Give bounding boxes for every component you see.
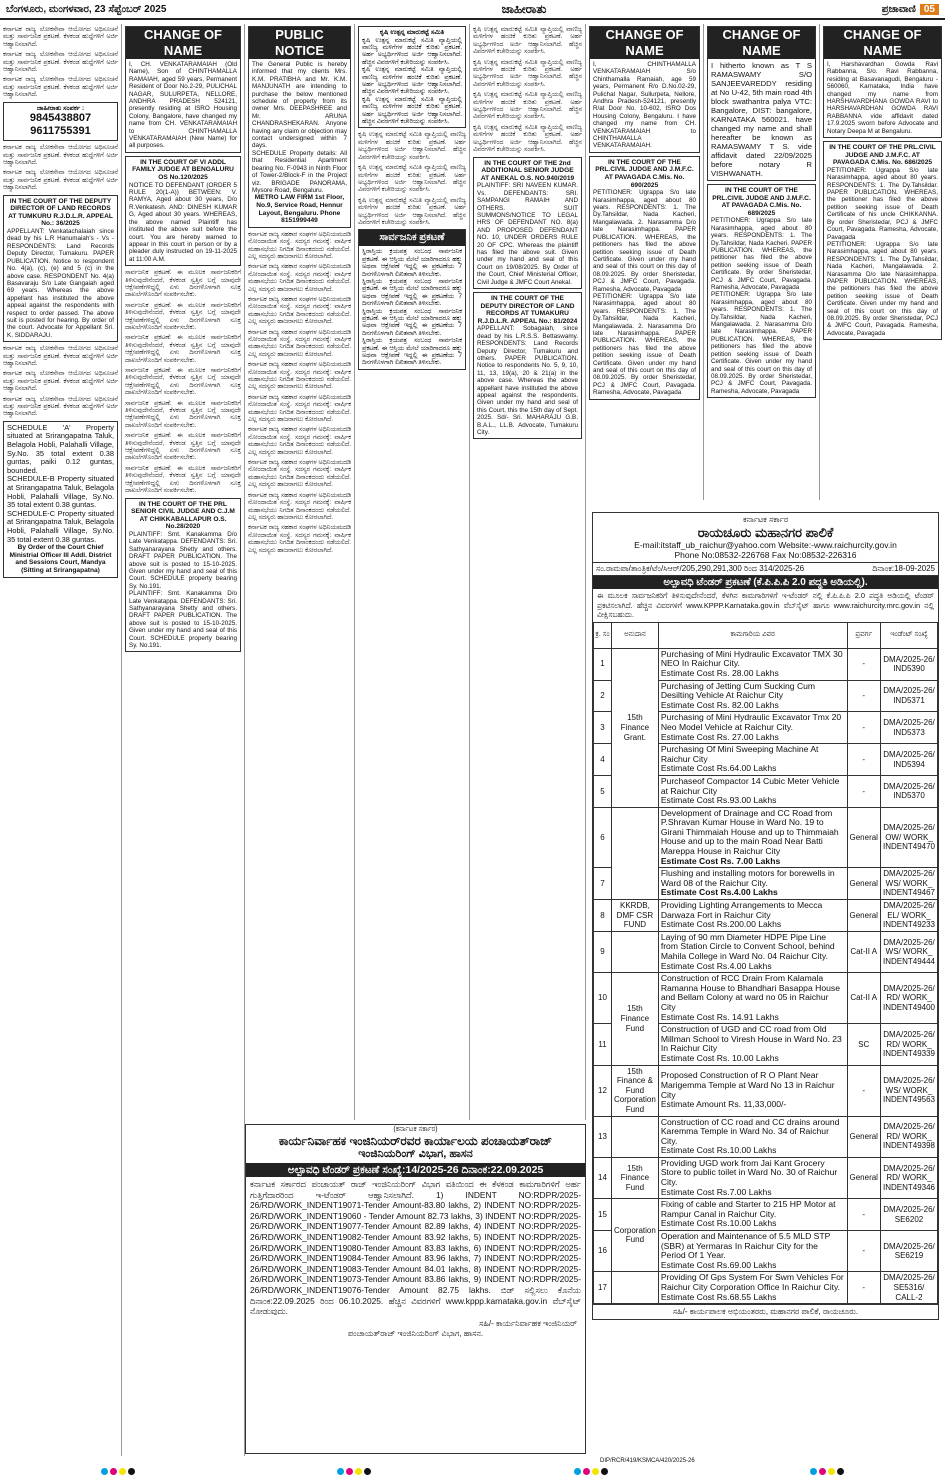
- indent-number: DMA/2025-26/ IND5370: [880, 775, 937, 807]
- row-number: 10: [594, 973, 612, 1024]
- fund-source: 15th Finance & Fund Corporation Fund: [612, 1065, 659, 1116]
- fund-source: 15th Finance Fund: [612, 973, 659, 1065]
- indent-number: DMA/2025-26/ OW/ WORK_ INDENT49470: [880, 807, 937, 868]
- fund-source: 15th Finance Grant.: [612, 648, 659, 807]
- column-4: [355, 24, 470, 1120]
- date-line: ಬೆಂಗಳೂರು, ಮಂಗಳವಾರ, 23 ಸೆಪ್ಟೆಂಬರ್ 2025: [6, 3, 167, 15]
- work-description: [658, 680, 847, 712]
- indent-number: DMA/2025-26/ WS/ WORK_ INDENT49444: [880, 931, 937, 972]
- category: -: [847, 648, 880, 680]
- fund-source: 15th Finance Fund: [612, 1157, 659, 1198]
- law-firm-sign: METRO LAW FIRM 1st Floor, No.9, Service Road, Hennur Layout, Bengaluru. Phone 8151999449: [254, 194, 345, 225]
- court-heading: IN THE COURT OF THE DEPUTY DIRECTOR OF LAND RECORDS AT TUMAKURU R.J.D.L.R. APPEAL No.: 81/2024: [477, 294, 578, 325]
- category: General: [847, 900, 880, 932]
- category: General: [847, 807, 880, 868]
- estimate-cost: Estimate Cost Rs.7.00 Lakhs: [660, 1186, 772, 1197]
- fund-source: [612, 1116, 659, 1157]
- phone-1: 9845438807: [29, 112, 92, 125]
- tumakuru-ddlr-notice: [473, 292, 582, 439]
- court-body: PLAINTIFF: Smt. Kanakamma D/o Late Venkatappa. DEFENDANTS: Sri. Sathyanarayana Shetty and others. DRAFT PAPER PUBLICATION. The above suit is posted to 15-10-2025. Given under my hand and seal of this Court. SCHEDULE property bearing Sy. No.191.: [129, 530, 237, 590]
- category: -: [847, 1231, 880, 1272]
- registration-dots-2: [337, 1468, 371, 1475]
- family-court-notice: [125, 156, 241, 266]
- hassan-prd-tender: [245, 1124, 586, 1454]
- work-description: [658, 712, 847, 744]
- work-description: [658, 1231, 847, 1272]
- court-body: APPELLANT: Venkatachalaiah since dead by his L.R Hanumaiah's - Vs - RESPONDENTS: Land Records Deputy Director, Tumakuru. PAPER PUBLICATION. Notice to respondent No. 4(a), (c), (e) and 5 (c) in the above case. RESPONDENT No. 4(a) Basavaraju S/o Late Gangaiah aged 69 years. Whereas the above appellant has instituted the above appeal against the respondents with respect to order passed. The above suit is posted for hearing. By order of the court. Advocate for Appellant Sri. K. SIDDARAJU.: [7, 228, 114, 339]
- work-name: Flushing and installing motors for borewells in Ward 08 of the Raichur City.: [660, 868, 835, 888]
- row-number: 13: [594, 1116, 612, 1157]
- public-notice-kannada-banner: ಸಾರ್ವಜನಿಕ ಪ್ರಕಟಣೆ: [359, 230, 465, 246]
- col-header-fund: ಅನುದಾನ: [612, 622, 659, 648]
- office-name: ರಾಯಚೂರು ಮಹಾನಗರ ಪಾಲಿಕೆ: [697, 525, 834, 540]
- work-description: [658, 744, 847, 776]
- indent-number: DMA/2025-26/ RD/ WORK_ INDENT49346: [880, 1157, 937, 1198]
- column-7: [704, 24, 820, 500]
- row-number: 16: [594, 1231, 612, 1272]
- change-of-name-banner: CHANGE OF NAME: [824, 27, 941, 59]
- tender-description: ಈ ಮೂಲಕ ಸಾರ್ವಜನಿಕರಿಗೆ ತಿಳಿಸುವುದೇನೆಂದರೆ, ಕೆಳಗಿನ ಕಾಮಗಾರಿಗಳಿಗೆ ಇ-ಟೆಂಡರ್ ನಲ್ಲಿ ಕೆ.ಪಿ.ಪಿ.ಪಿ 2.0 ಪದ್ಧತಿ ಅಡಿಯಲ್ಲಿ ಟೆಂಡರ್ ಪ್ರಕಟಿಸಲಾಗಿದೆ. ಹೆಚ್ಚಿನ ವಿವರಗಳಿಗೆ www.KPPP.Karnataka.gov.in ವೆಬ್‌ಸೈಟ್ ಹಾಗೂ www.raichurcity.mrc.gov.in ನಲ್ಲಿ ವೀಕ್ಷಿಸಬಹುದು.: [597, 591, 934, 620]
- indent-number: DMA/2025-26/ IND5390: [880, 648, 937, 680]
- pavagada-court-notice-3: IN THE COURT OF THE PRL.CIVIL JUDGE AND J.M.F.C. AT PAVAGADA C.Mis. No. 686/2025 PETITIONER: Ugrappa S/o late Narasimhappa, aged about 80 years. RESPONDENTS: 1. The Dy.Tahsildar. PAPER PUBLICATION. WHEREAS, the petitioner has filed the above petition seeking issue of Death Certificate of his uncle CHIKKANNA. By order Sheristedar, PCJ & JMFC Court, Pavagada. Ramesha, Advocate, Pavagada PETITIONER: Ugrappa S/o late Narasimhappa, aged about 80 years. RESPONDENTS: 1. The Dy.Tahsildar, Nada Kacheri, Mangalawada. 2. Narasamma D/o late Narasimhappa. PAPER PUBLICATION. WHEREAS, the petitioners has filed the above petition seeking issue of Death Certificate. Given under my hand and seal of this court on this day of 08.09.2025. By order Sheristedar, PCJ & JMFC Court, Pavagada. Ramesha, Advocate, Pavagada: [823, 141, 942, 340]
- phone-2: 9611755391: [30, 125, 91, 138]
- page-header: [0, 0, 945, 20]
- work-name: Construction of RCC Drain From Kalamala Ramanna House to Bhandhari Basappa House and Bellam Colony at ward no 05 in Raichur City: [660, 973, 840, 1012]
- office-name: ಕಾರ್ಯನಿರ್ವಾಹಕ ಇಂಜಿನಿಯರ್‌ರವರ ಕಾರ್ಯಾಲಯ ಪಂಚಾಯತ್‌ರಾಜ್: [278, 1134, 553, 1148]
- court-heading: IN THE COURT OF VI ADDL FAMILY JUDGE AT BENGALURU OS No.120/2025: [132, 158, 234, 182]
- table-row: [594, 1272, 938, 1304]
- work-description: [658, 868, 847, 900]
- table-row: [594, 973, 938, 1024]
- court-heading: IN THE COURT OF THE PRL.CIVIL JUDGE AND J.M.F.C. AT PAVAGADA C.Mis. No. 690/2025: [595, 158, 694, 189]
- row-number: 7: [594, 868, 612, 900]
- work-name: Purchasing of Mini Hydraulic Excavator TMX 30 NEO In Raichur City.: [660, 648, 843, 669]
- row-number: 17: [594, 1272, 612, 1304]
- chikkaballapur-court-notice: IN THE COURT OF THE PRL SENIOR CIVIL JUDGE AND C.J.M AT CHIKKABALLAPUR O.S. No.28/2020 PLAINTIFF: Smt. Kanakamma D/o Late Venkatappa. DEFENDANTS: Sri. Sathyanarayana Shetty and others. DRAFT PAPER PUBLICATION. The above suit is posted to 15-10-2025. Given under my hand and seal of this Court. SCHEDULE property bearing Sy. No.191. PLAINTIFF: Smt. Kanakamma D/o Late Venkatappa. DEFENDANTS: Sri. Sathyanarayana Shetty and others. DRAFT PAPER PUBLICATION. The above suit is posted to 15-10-2025. Given under my hand and seal of this Court. SCHEDULE property bearing Sy. No.191.: [125, 498, 241, 653]
- raichur-tender-notice: [592, 512, 939, 1320]
- section-title: ಜಾಹೀರಾತು: [501, 1, 547, 16]
- category: -: [847, 775, 880, 807]
- work-description: [658, 1065, 847, 1116]
- estimate-cost: Estimate Cost Rs. 28.00 Lakhs: [660, 667, 779, 678]
- court-heading: IN THE COURT OF THE DEPUTY DIRECTOR OF LAND RECORDS AT TUMKURU R.J.D.L.R. APPEAL No.: 36/2025: [8, 197, 113, 228]
- signature: ಸಹಿ/- ಕಾರ್ಯನಿರ್ವಾಹಕ ಇಂಜಿನಿಯರ್: [479, 1318, 577, 1328]
- work-description: [658, 973, 847, 1024]
- court-body: PLAINTIFF: SRI NAVEEN KUMAR. Vs. DEFENDANTS: SRI. SAMPANGI RAMAIH AND OTHERS. SUIT SUMMONS/NOTICE TO LEGAL HRS OF DEFENDANT NO. 8(a) AND PROPOSED DEFENDANT NO. 10, UNDER ORDERS RULE 20 OF CPC. Whereas the plaintiff has filed the above suit. Given under my hand and seal of this Court on 19/08/2025. By Order of the Court, Chief Ministerial Officer, Civil Judge & JMFC Court Anekal.: [477, 182, 578, 286]
- schedule-box: [3, 421, 118, 578]
- court-heading: IN THE COURT OF THE PRL.CIVIL JUDGE AND J.M.F.C. AT PAVAGADA C.Mis. No. 686/2025: [829, 144, 936, 167]
- tender-ref: [593, 562, 938, 576]
- change-of-name-4: CHANGE OF NAME I, Harshavardhan Gowda Ravi Rabbanna, S/o. Ravi Rabbanna, residing at Basavanagudi, Bengaluru - 560060, Karnataka, India have changed my name from HARSHAVARDHANA GOWDA RAVI to HARSHAVARDHAN GOWDA RAVI RABBANNA vide affidavit dated 17.9.2025 sworn before Advocate and Notary Deepa M at Bengaluru.: [823, 26, 942, 138]
- estimate-cost: Estimate Cost Rs.68.55 Lakhs: [660, 1291, 777, 1302]
- work-description: [658, 807, 847, 868]
- category: SC: [847, 1024, 880, 1065]
- apmc-notice: ಕೃಷಿ ಉತ್ಪನ್ನ ಮಾರುಕಟ್ಟೆ ಸಮಿತಿ ಕೃಷಿ ಉತ್ಪನ್ನ ಮಾರುಕಟ್ಟೆ ಸಮಿತಿ ವ್ಯಾಪ್ತಿಯಲ್ಲಿ ವಾಣಿಜ್ಯ ಮಳಿಗೆಗಳ ಹಂಚಿಕೆ ಕುರಿತು ಪ್ರಕಟಣೆ. ಅರ್ಹ ಅಭ್ಯರ್ಥಿಗಳಿಂದ ಅರ್ಜಿ ಆಹ್ವಾನಿಸಲಾಗಿದೆ. ಹೆಚ್ಚಿನ ವಿವರಗಳಿಗೆ ಕಚೇರಿಯನ್ನು ಸಂಪರ್ಕಿಸಿ. ಕೃಷಿ ಉತ್ಪನ್ನ ಮಾರುಕಟ್ಟೆ ಸಮಿತಿ ವ್ಯಾಪ್ತಿಯಲ್ಲಿ ವಾಣಿಜ್ಯ ಮಳಿಗೆಗಳ ಹಂಚಿಕೆ ಕುರಿತು ಪ್ರಕಟಣೆ. ಅರ್ಹ ಅಭ್ಯರ್ಥಿಗಳಿಂದ ಅರ್ಜಿ ಆಹ್ವಾನಿಸಲಾಗಿದೆ. ಹೆಚ್ಚಿನ ವಿವರಗಳಿಗೆ ಕಚೇರಿಯನ್ನು ಸಂಪರ್ಕಿಸಿ. ಕೃಷಿ ಉತ್ಪನ್ನ ಮಾರುಕಟ್ಟೆ ಸಮಿತಿ ವ್ಯಾಪ್ತಿಯಲ್ಲಿ ವಾಣಿಜ್ಯ ಮಳಿಗೆಗಳ ಹಂಚಿಕೆ ಕುರಿತು ಪ್ರಕಟಣೆ. ಅರ್ಹ ಅಭ್ಯರ್ಥಿಗಳಿಂದ ಅರ್ಜಿ ಆಹ್ವಾನಿಸಲಾಗಿದೆ. ಹೆಚ್ಚಿನ ವಿವರಗಳಿಗೆ ಕಚೇರಿಯನ್ನು ಸಂಪರ್ಕಿಸಿ.: [358, 26, 466, 128]
- indent-number: DMA/2025-26/ IND5371: [880, 680, 937, 712]
- fund-source: KKRDB, DMF CSR FUND: [612, 900, 659, 932]
- row-number: 5: [594, 775, 612, 807]
- column-6: [586, 24, 704, 500]
- row-number: 9: [594, 931, 612, 972]
- work-name: Purchasing Of Mini Sweeping Machine At Raichur City: [660, 744, 819, 764]
- row-number: 14: [594, 1157, 612, 1198]
- public-notice-banner: PUBLIC NOTICE: [249, 27, 350, 59]
- court-notice-ddlr: [3, 195, 118, 342]
- tender-body: ಕರ್ನಾಟಕ ಸರ್ಕಾರದ ಪಂಚಾಯತ್ ರಾಜ್ ಇಂಜಿನಿಯರಿಂಗ್ ವಿಭಾಗ ವತಿಯಿಂದ ಈ ಕೆಳಕಂಡ ಕಾಮಗಾರಿಗಳಿಗೆ ಅರ್ಹ ಗುತ್ತಿಗೆದಾರರಿಂದ ಇ-ಟೆಂಡರ್ ಆಹ್ವಾನಿಸಲಾಗಿದೆ. 1) INDENT NO:RDPR/2025-26/RD/WORK_INDENT19071-Tender Amount-83.80 lakhs, 2) INDENT NO:RDPR/2025-26/RD/WORK_INDENT19060 - Tender Amount 82.73 lakhs, 3) INDENT NO:RDPR/2025-26/RD/WORK_INDENT19077-Tender Amount 82.89 lakhs, 4) INDENT NO:RDPR/2025-26/RD/WORK_INDENT19082-Tender Amount 83.92 lakhs, 5) INDENT NO:RDPR/2025-26/RD/WORK_INDENT19080-Tender Amount 83.83 lakhs, 6) INDENT NO:RDPR/2025-26/RD/WORK_INDENT19084-Tender Amount 83.96 lakhs, 7) INDENT NO:RDPR/2025-26/RD/WORK_INDENT19083-Tender Amount 84.01 lakhs, 8) INDENT NO:RDPR/2025-26/RD/WORK_INDENT19073-Tender Amount 83.86 lakhs, 9) INDENT NO:RDPR/2025-26/RD/WORK_INDENT19076-Tender Amount 82.75 lakhs. ಬಿಡ್ ಸಲ್ಲಿಸಲು ಕೊನೆಯ ದಿನಾಂಕ:22.09.2025 ರಿಂದ 06.10.2025. ಹೆಚ್ಚಿನ ವಿವರಗಳಿಗೆ www.kppp.karnataka.gov.in ವೆಬ್‌ಸೈಟ್ ನೋಡುವುದು.: [250, 1179, 581, 1317]
- row-number: 6: [594, 807, 612, 868]
- estimate-cost: Estimate Cost Rs. 7.00 Lakhs: [660, 855, 781, 866]
- fund-source: [612, 931, 659, 972]
- work-name: Purchasing of Mini Hydraulic Excavator Tmx 20 Neo Model Vehicle at Raichur City.: [660, 712, 842, 732]
- category: Cat-II A: [847, 931, 880, 972]
- col-header-indent: ಇಂಡೆಂಟ್ ಸಂಖ್ಯೆ: [880, 622, 937, 648]
- schedule-b: SCHEDULE-B Property situated at Srirangapatna Taluk, Belagola Hobli, Palahalli Village, Sy.No. 35 total extent 0.38 guntas.: [7, 474, 114, 510]
- court-heading: IN THE COURT OF THE PRL SENIOR CIVIL JUDGE AND C.J.M AT CHIKKABALLAPUR O.S. No.28/2020: [131, 500, 235, 531]
- category: General: [847, 1116, 880, 1157]
- ref-number: ಸಂ.ರಾಮಪಾ/ತಾಂತ್ರಿಕ/ಟೆಂ/ಸಿಆರ್/205,290,291,300 ರಿಂದ 314/2025-26: [596, 564, 805, 573]
- indent-number: DMA/2025-26/ EL/ WORK_ INDENT49233: [880, 900, 937, 932]
- work-name: Construction of CC road and CC drains around Karemma Temple in Ward No. 34 of Raichur City.: [660, 1116, 840, 1146]
- table-row: [594, 1116, 938, 1157]
- work-name: Providing UGD work from Jai Kant Grocery Store to public toilet in Ward No. 30 of Raichur City.: [660, 1157, 838, 1188]
- col-header-category: ಪ್ರವರ್ಗ: [847, 622, 880, 648]
- category: General: [847, 868, 880, 900]
- contact-email: E-mail:itstaff_ub_raichur@yahoo.com Website:-www.raichurcity.gov.in: [634, 540, 897, 550]
- category: -: [847, 1065, 880, 1116]
- work-description: [658, 775, 847, 807]
- table-row: [594, 648, 938, 680]
- public-notice-body: The General Public is hereby informed that my clients Mrs. K.M. PRATIBHA and Mr. K.M. MANJUNATH are intending to purchase the below mentioned schedule of property from its owner Mrs. DEEPASHREE and Mr. ARUNA CHANDRASHEKARAN. Anyone having any claim or objection may contact undersigned within 7 days.: [252, 61, 347, 150]
- work-description: [658, 931, 847, 972]
- change-of-name-banner: CHANGE OF NAME: [126, 27, 240, 59]
- kannada-filler: ಕರ್ನಾಟಕ ರಾಜ್ಯ ಸಹಕಾರ ಸಂಘಗಳ ಅಧಿನಿಯಮದಡಿ ನೋಂದಾಯಿತ ಸಂಸ್ಥೆ. ಸದಸ್ಯರ ಗಮನಕ್ಕೆ: ವಾರ್ಷಿಕ ಮಹಾಸಭೆಯು ನಿಗದಿತ ದಿನಾಂಕದಂದು ನಡೆಯಲಿದೆ. ಎಲ್ಲ ಸದಸ್ಯರು ಹಾಜರಾಗಲು ಕೋರಲಾಗಿದೆ. ಕರ್ನಾಟಕ ರಾಜ್ಯ ಸಹಕಾರ ಸಂಘಗಳ ಅಧಿನಿಯಮದಡಿ ನೋಂದಾಯಿತ ಸಂಸ್ಥೆ. ಸದಸ್ಯರ ಗಮನಕ್ಕೆ: ವಾರ್ಷಿಕ ಮಹಾಸಭೆಯು ನಿಗದಿತ ದಿನಾಂಕದಂದು ನಡೆಯಲಿದೆ. ಎಲ್ಲ ಸದಸ್ಯರು ಹಾಜರಾಗಲು ಕೋರಲಾಗಿದೆ. ಕರ್ನಾಟಕ ರಾಜ್ಯ ಸಹಕಾರ ಸಂಘಗಳ ಅಧಿನಿಯಮದಡಿ ನೋಂದಾಯಿತ ಸಂಸ್ಥೆ. ಸದಸ್ಯರ ಗಮನಕ್ಕೆ: ವಾರ್ಷಿಕ ಮಹಾಸಭೆಯು ನಿಗದಿತ ದಿನಾಂಕದಂದು ನಡೆಯಲಿದೆ. ಎಲ್ಲ ಸದಸ್ಯರು ಹಾಜರಾಗಲು ಕೋರಲಾಗಿದೆ. ಕರ್ನಾಟಕ ರಾಜ್ಯ ಸಹಕಾರ ಸಂಘಗಳ ಅಧಿನಿಯಮದಡಿ ನೋಂದಾಯಿತ ಸಂಸ್ಥೆ. ಸದಸ್ಯರ ಗಮನಕ್ಕೆ: ವಾರ್ಷಿಕ ಮಹಾಸಭೆಯು ನಿಗದಿತ ದಿನಾಂಕದಂದು ನಡೆಯಲಿದೆ. ಎಲ್ಲ ಸದಸ್ಯರು ಹಾಜರಾಗಲು ಕೋರಲಾಗಿದೆ. ಕರ್ನಾಟಕ ರಾಜ್ಯ ಸಹಕಾರ ಸಂಘಗಳ ಅಧಿನಿಯಮದಡಿ ನೋಂದಾಯಿತ ಸಂಸ್ಥೆ. ಸದಸ್ಯರ ಗಮನಕ್ಕೆ: ವಾರ್ಷಿಕ ಮಹಾಸಭೆಯು ನಿಗದಿತ ದಿನಾಂಕದಂದು ನಡೆಯಲಿದೆ. ಎಲ್ಲ ಸದಸ್ಯರು ಹಾಜರಾಗಲು ಕೋರಲಾಗಿದೆ. ಕರ್ನಾಟಕ ರಾಜ್ಯ ಸಹಕಾರ ಸಂಘಗಳ ಅಧಿನಿಯಮದಡಿ ನೋಂದಾಯಿತ ಸಂಸ್ಥೆ. ಸದಸ್ಯರ ಗಮನಕ್ಕೆ: ವಾರ್ಷಿಕ ಮಹಾಸಭೆಯು ನಿಗದಿತ ದಿನಾಂಕದಂದು ನಡೆಯಲಿದೆ. ಎಲ್ಲ ಸದಸ್ಯರು ಹಾಜರಾಗಲು ಕೋರಲಾಗಿದೆ. ಕರ್ನಾಟಕ ರಾಜ್ಯ ಸಹಕಾರ ಸಂಘಗಳ ಅಧಿನಿಯಮದಡಿ ನೋಂದಾಯಿತ ಸಂಸ್ಥೆ. ಸದಸ್ಯರ ಗಮನಕ್ಕೆ: ವಾರ್ಷಿಕ ಮಹಾಸಭೆಯು ನಿಗದಿತ ದಿನಾಂಕದಂದು ನಡೆಯಲಿದೆ. ಎಲ್ಲ ಸದಸ್ಯರು ಹಾಜರಾಗಲು ಕೋರಲಾಗಿದೆ. ಕರ್ನಾಟಕ ರಾಜ್ಯ ಸಹಕಾರ ಸಂಘಗಳ ಅಧಿನಿಯಮದಡಿ ನೋಂದಾಯಿತ ಸಂಸ್ಥೆ. ಸದಸ್ಯರ ಗಮನಕ್ಕೆ: ವಾರ್ಷಿಕ ಮಹಾಸಭೆಯು ನಿಗದಿತ ದಿನಾಂಕದಂದು ನಡೆಯಲಿದೆ. ಎಲ್ಲ ಸದಸ್ಯರು ಹಾಜರಾಗಲು ಕೋರಲಾಗಿದೆ. ಕರ್ನಾಟಕ ರಾಜ್ಯ ಸಹಕಾರ ಸಂಘಗಳ ಅಧಿನಿಯಮದಡಿ ನೋಂದಾಯಿತ ಸಂಸ್ಥೆ. ಸದಸ್ಯರ ಗಮನಕ್ಕೆ: ವಾರ್ಷಿಕ ಮಹಾಸಭೆಯು ನಿಗದಿತ ದಿನಾಂಕದಂದು ನಡೆಯಲಿದೆ. ಎಲ್ಲ ಸದಸ್ಯರು ಹಾಜರಾಗಲು ಕೋರಲಾಗಿದೆ. ಕರ್ನಾಟಕ ರಾಜ್ಯ ಸಹಕಾರ ಸಂಘಗಳ ಅಧಿನಿಯಮದಡಿ ನೋಂದಾಯಿತ ಸಂಸ್ಥೆ. ಸದಸ್ಯರ ಗಮನಕ್ಕೆ: ವಾರ್ಷಿಕ ಮಹಾಸಭೆಯು ನಿಗದಿತ ದಿನಾಂಕದಂದು ನಡೆಯಲಿದೆ. ಎಲ್ಲ ಸದಸ್ಯರು ಹಾಜರಾಗಲು ಕೋರಲಾಗಿದೆ.: [248, 230, 351, 554]
- public-notice-schedule: SCHEDULE Property details: All that Residential Apartment bearing No. F-0943 in Ninth Floor of Tower-2/Block-F in the Project viz. BRIGADE PANORAMA, Mysore Road, Bengaluru.: [252, 149, 347, 194]
- indent-number: DMA/2025-26/ RD/ WORK_ INDENT49339: [880, 1024, 937, 1065]
- column-3: [245, 24, 355, 1120]
- table-row: [594, 1199, 938, 1231]
- table-row: [594, 807, 938, 868]
- work-description: [658, 1272, 847, 1304]
- division-name: ಇಂಜಿನಿಯರಿಂಗ್ ವಿಭಾಗ, ಹಾಸನ: [358, 1148, 473, 1160]
- ad-contact-box: [3, 102, 118, 142]
- indent-number: DMA/2025-26/ RD/ WORK_ INDENT49400: [880, 973, 937, 1024]
- estimate-cost: Estimate Cost Rs. 10.00 Lakhs: [660, 1052, 779, 1063]
- row-number: 11: [594, 1024, 612, 1065]
- court-heading: IN THE COURT OF THE PRL.CIVIL JUDGE AND J.M.F.C. AT PAVAGADA C.Mis. No. 689/2025: [712, 187, 811, 217]
- table-row: [594, 900, 938, 932]
- tender-title: ಅಲ್ಪಾವಧಿ ಟೆಂಡರ್ ಪ್ರಕಟಣೆ ಸಂಖ್ಯೆ:14/2025-26 ದಿನಾಂಕ:22.09.2025: [246, 1163, 585, 1177]
- court-heading: IN THE COURT OF THE 2nd ADDITIONAL SENIOR JUDGE AT ANEKAL O.S. NO.940/2019: [480, 159, 575, 182]
- work-name: Proposed Construction of R O Plant Near Marigemma Temple at Ward No 13 in Raichur City: [660, 1070, 835, 1100]
- work-name: Construction of UGD and CC road from Old Millman School to Viresh House in Ward No. 23 In Raichur City: [660, 1024, 842, 1054]
- ref-date: ದಿನಾಂಕ:18-09-2025: [872, 564, 935, 573]
- page-number: 05: [920, 4, 939, 15]
- indent-number: DMA/2025-26/ WS/ WORK_ INDENT49563: [880, 1065, 937, 1116]
- col-header-work: ಕಾಮಗಾರಿಯ ವಿವರ: [658, 622, 847, 648]
- tender-title: ಅಲ್ಪಾವಧಿ ಟೆಂಡರ್ ಪ್ರಕಟಣೆ (ಕೆ.ಪಿ.ಪಿ.ಪಿ 2.0 ಪದ್ಧತಿ ಅಡಿಯಲ್ಲಿ).: [593, 576, 938, 589]
- estimate-cost: Estimate Amount Rs. 11,33,000/-: [660, 1099, 787, 1110]
- category: -: [847, 1199, 880, 1231]
- kannada-filler: ಕೃಷಿ ಉತ್ಪನ್ನ ಮಾರುಕಟ್ಟೆ ಸಮಿತಿ ವ್ಯಾಪ್ತಿಯಲ್ಲಿ ವಾಣಿಜ್ಯ ಮಳಿಗೆಗಳ ಹಂಚಿಕೆ ಕುರಿತು ಪ್ರಕಟಣೆ. ಅರ್ಹ ಅಭ್ಯರ್ಥಿಗಳಿಂದ ಅರ್ಜಿ ಆಹ್ವಾನಿಸಲಾಗಿದೆ. ಹೆಚ್ಚಿನ ವಿವರಗಳಿಗೆ ಕಚೇರಿಯನ್ನು ಸಂಪರ್ಕಿಸಿ. ಕೃಷಿ ಉತ್ಪನ್ನ ಮಾರುಕಟ್ಟೆ ಸಮಿತಿ ವ್ಯಾಪ್ತಿಯಲ್ಲಿ ವಾಣಿಜ್ಯ ಮಳಿಗೆಗಳ ಹಂಚಿಕೆ ಕುರಿತು ಪ್ರಕಟಣೆ. ಅರ್ಹ ಅಭ್ಯರ್ಥಿಗಳಿಂದ ಅರ್ಜಿ ಆಹ್ವಾನಿಸಲಾಗಿದೆ. ಹೆಚ್ಚಿನ ವಿವರಗಳಿಗೆ ಕಚೇರಿಯನ್ನು ಸಂಪರ್ಕಿಸಿ. ಕೃಷಿ ಉತ್ಪನ್ನ ಮಾರುಕಟ್ಟೆ ಸಮಿತಿ ವ್ಯಾಪ್ತಿಯಲ್ಲಿ ವಾಣಿಜ್ಯ ಮಳಿಗೆಗಳ ಹಂಚಿಕೆ ಕುರಿತು ಪ್ರಕಟಣೆ. ಅರ್ಹ ಅಭ್ಯರ್ಥಿಗಳಿಂದ ಅರ್ಜಿ ಆಹ್ವಾನಿಸಲಾಗಿದೆ. ಹೆಚ್ಚಿನ ವಿವರಗಳಿಗೆ ಕಚೇರಿಯನ್ನು ಸಂಪರ್ಕಿಸಿ.: [358, 131, 466, 226]
- column-5: [470, 24, 586, 1120]
- indent-number: DMA/2025-26/ IND5373: [880, 712, 937, 744]
- category: -: [847, 680, 880, 712]
- court-body: APPELLANT: Sobagaiah, since dead by his L.R.S.S. Bettaswamy. RESPONDENTS: Land Records Deputy Director, Tumakuru and others. PAPER PUBLICATION. Notice to respondents No. 5, 9, 10, 11, 13, 19(a), 20 & 21(a) in the above case. Whereas the above appellant have instituted the above appeal against the respondents. Given under my hand and seal of this Court, this the 15th day of Sept. 2025. Sd/- Sri. MAHARAJU G.B. B.A.L., LL.B. Advocate, Tumakuru City.: [477, 325, 578, 437]
- column-8: [820, 24, 945, 500]
- table-row: [594, 1065, 938, 1116]
- estimate-cost: Estimate Cost Rs.4.00 Lakhs: [660, 887, 778, 898]
- table-row: [594, 931, 938, 972]
- work-name: Purchaseof Compactor 14 Cubic Meter Vehicle at Raichur City: [660, 775, 840, 796]
- work-description: [658, 1116, 847, 1157]
- indent-number: DMA/2025-26/ WS/ WORK_ INDENT49467: [880, 868, 937, 900]
- tender-header: [593, 513, 938, 562]
- estimate-cost: Estimate Cost Rs. 82.00 Lakhs: [660, 699, 779, 710]
- pavagada-court-notice-1: IN THE COURT OF THE PRL.CIVIL JUDGE AND J.M.F.C. AT PAVAGADA C.Mis. No. 690/2025 PETITIONER: Ugrappa S/o late Narasimhappa, aged about 80 years. RESPONDENTS: 1. The Dy.Tahsildar, Nada Kacheri, Mangalawada. 2. Narasamma D/o late Narasimhappa. PAPER PUBLICATION. WHEREAS, the petitioners has filed the above petition seeking issue of Death Certificate. Given under my hand and seal of this court on this day of 08.09.2025. By order Sheristedar, PCJ & JMFC Court, Pavagada. Ramesha, Advocate, Pavagada PETITIONER: Ugrappa S/o late Narasimhappa, aged about 80 years. RESPONDENTS: 1. The Dy.Tahsildar, Nada Kacheri, Mangalawada. 2. Narasamma D/o late Narasimhappa. PAPER PUBLICATION. WHEREAS, the petitioners has filed the above petition seeking issue of Death Certificate. Given under my hand and seal of this court on this day of 08.09.2025. By order Sheristedar, PCJ & JMFC Court, Pavagada. Ramesha, Advocate, Pavagada: [589, 156, 700, 400]
- category: -: [847, 712, 880, 744]
- change-of-name-1: [125, 26, 241, 153]
- estimate-cost: Estimate Cost Rs.10.00 Lakhs: [660, 1218, 777, 1229]
- col-header-no: ಕ್ರ. ಸಂ: [594, 622, 612, 648]
- work-description: [658, 648, 847, 680]
- row-number: 3: [594, 712, 612, 744]
- office-address: ಪಂಚಾಯತ್‌ರಾಜ್ ಇಂಜಿನಿಯರಿಂಗ್ ವಿಭಾಗ, ಹಾಸನ.: [347, 1328, 484, 1338]
- column-2: [122, 24, 245, 1456]
- registration-dots-1: [101, 1468, 135, 1475]
- print-registration-strip: [0, 1462, 945, 1480]
- work-name: Development of Drainage and CC Road from P.Shravan Kumar House in Ward No. 19 to Girani Thimmaiah House and up to Thimmaiah House and up to the main Road Near Batti Mareppa House in Raichur City: [660, 807, 839, 857]
- kannada-filler: ಕರ್ನಾಟಕ ರಾಜ್ಯ ಲೋಕಸೇವಾ ಆಯೋಗದ ಅಧಿಸೂಚನೆ ಮತ್ತು ಸಾರ್ವಜನಿಕ ಪ್ರಕಟಣೆ. ಕೆಳಕಂಡ ಹುದ್ದೆಗಳಿಗೆ ಅರ್ಜಿ ಆಹ್ವಾನಿಸಲಾಗಿದೆ. ಕರ್ನಾಟಕ ರಾಜ್ಯ ಲೋಕಸೇವಾ ಆಯೋಗದ ಅಧಿಸೂಚನೆ ಮತ್ತು ಸಾರ್ವಜನಿಕ ಪ್ರಕಟಣೆ. ಕೆಳಕಂಡ ಹುದ್ದೆಗಳಿಗೆ ಅರ್ಜಿ ಆಹ್ವಾನಿಸಲಾಗಿದೆ.: [3, 144, 118, 192]
- table-header-row: [594, 622, 938, 648]
- work-name: Operation and Maintenance of 5.5 MLD STP (SBR) at Yermaras In Raichur City for the Period Of 1 Year.: [660, 1231, 831, 1261]
- estimate-cost: Estimate Cost Rs.10.00 Lakhs: [660, 1145, 777, 1156]
- category: -: [847, 1272, 880, 1304]
- category: General: [847, 1157, 880, 1198]
- kannada-filler: ಸಾರ್ವಜನಿಕ ಪ್ರಕಟಣೆ: ಈ ಮೂಲಕ ಸಾರ್ವಜನಿಕರಿಗೆ ತಿಳಿಸುವುದೇನೆಂದರೆ, ಕೆಳಕಂಡ ಸ್ವತ್ತಿನ ಬಗ್ಗೆ ಯಾವುದೇ ಆಕ್ಷೇಪಣೆಗಳಿದ್ದಲ್ಲಿ ಏಳು ದಿನಗಳೊಳಗಾಗಿ ಸೂಕ್ತ ದಾಖಲೆಗಳೊಂದಿಗೆ ಸಂಪರ್ಕಿಸಬೇಕು. ಸಾರ್ವಜನಿಕ ಪ್ರಕಟಣೆ: ಈ ಮೂಲಕ ಸಾರ್ವಜನಿಕರಿಗೆ ತಿಳಿಸುವುದೇನೆಂದರೆ, ಕೆಳಕಂಡ ಸ್ವತ್ತಿನ ಬಗ್ಗೆ ಯಾವುದೇ ಆಕ್ಷೇಪಣೆಗಳಿದ್ದಲ್ಲಿ ಏಳು ದಿನಗಳೊಳಗಾಗಿ ಸೂಕ್ತ ದಾಖಲೆಗಳೊಂದಿಗೆ ಸಂಪರ್ಕಿಸಬೇಕು. ಸಾರ್ವಜನಿಕ ಪ್ರಕಟಣೆ: ಈ ಮೂಲಕ ಸಾರ್ವಜನಿಕರಿಗೆ ತಿಳಿಸುವುದೇನೆಂದರೆ, ಕೆಳಕಂಡ ಸ್ವತ್ತಿನ ಬಗ್ಗೆ ಯಾವುದೇ ಆಕ್ಷೇಪಣೆಗಳಿದ್ದಲ್ಲಿ ಏಳು ದಿನಗಳೊಳಗಾಗಿ ಸೂಕ್ತ ದಾಖಲೆಗಳೊಂದಿಗೆ ಸಂಪರ್ಕಿಸಬೇಕು. ಸಾರ್ವಜನಿಕ ಪ್ರಕಟಣೆ: ಈ ಮೂಲಕ ಸಾರ್ವಜನಿಕರಿಗೆ ತಿಳಿಸುವುದೇನೆಂದರೆ, ಕೆಳಕಂಡ ಸ್ವತ್ತಿನ ಬಗ್ಗೆ ಯಾವುದೇ ಆಕ್ಷೇಪಣೆಗಳಿದ್ದಲ್ಲಿ ಏಳು ದಿನಗಳೊಳಗಾಗಿ ಸೂಕ್ತ ದಾಖಲೆಗಳೊಂದಿಗೆ ಸಂಪರ್ಕಿಸಬೇಕು. ಸಾರ್ವಜನಿಕ ಪ್ರಕಟಣೆ: ಈ ಮೂಲಕ ಸಾರ್ವಜನಿಕರಿಗೆ ತಿಳಿಸುವುದೇನೆಂದರೆ, ಕೆಳಕಂಡ ಸ್ವತ್ತಿನ ಬಗ್ಗೆ ಯಾವುದೇ ಆಕ್ಷೇಪಣೆಗಳಿದ್ದಲ್ಲಿ ಏಳು ದಿನಗಳೊಳಗಾಗಿ ಸೂಕ್ತ ದಾಖಲೆಗಳೊಂದಿಗೆ ಸಂಪರ್ಕಿಸಬೇಕು. ಸಾರ್ವಜನಿಕ ಪ್ರಕಟಣೆ: ಈ ಮೂಲಕ ಸಾರ್ವಜನಿಕರಿಗೆ ತಿಳಿಸುವುದೇನೆಂದರೆ, ಕೆಳಕಂಡ ಸ್ವತ್ತಿನ ಬಗ್ಗೆ ಯಾವುದೇ ಆಕ್ಷೇಪಣೆಗಳಿದ್ದಲ್ಲಿ ಏಳು ದಿನಗಳೊಳಗಾಗಿ ಸೂಕ್ತ ದಾಖಲೆಗಳೊಂದಿಗೆ ಸಂಪರ್ಕಿಸಬೇಕು. ಸಾರ್ವಜನಿಕ ಪ್ರಕಟಣೆ: ಈ ಮೂಲಕ ಸಾರ್ವಜನಿಕರಿಗೆ ತಿಳಿಸುವುದೇನೆಂದರೆ, ಕೆಳಕಂಡ ಸ್ವತ್ತಿನ ಬಗ್ಗೆ ಯಾವುದೇ ಆಕ್ಷೇಪಣೆಗಳಿದ್ದಲ್ಲಿ ಏಳು ದಿನಗಳೊಳಗಾಗಿ ಸೂಕ್ತ ದಾಖಲೆಗಳೊಂದಿಗೆ ಸಂಪರ್ಕಿಸಬೇಕು.: [125, 269, 241, 495]
- category: Cat-II A: [847, 973, 880, 1024]
- work-name: Purchasing of Jetting Cum Sucking Cum Desilting Vehicle At Raichur City: [660, 680, 816, 701]
- table-row: [594, 1157, 938, 1198]
- masthead: [882, 4, 939, 15]
- column-1: [0, 24, 122, 1456]
- fund-source: [612, 1272, 659, 1304]
- work-name: Providing Lighting Arrangements to Mecca Darwaza Fort in Raichur City: [660, 900, 823, 920]
- registration-dots-3: [574, 1468, 608, 1475]
- row-number: 12: [594, 1065, 612, 1116]
- indent-number: DMA/2025-26/ SE6219: [880, 1231, 937, 1272]
- row-number: 1: [594, 648, 612, 680]
- kannada-filler: ಕೃಷಿ ಉತ್ಪನ್ನ ಮಾರುಕಟ್ಟೆ ಸಮಿತಿ ವ್ಯಾಪ್ತಿಯಲ್ಲಿ ವಾಣಿಜ್ಯ ಮಳಿಗೆಗಳ ಹಂಚಿಕೆ ಕುರಿತು ಪ್ರಕಟಣೆ. ಅರ್ಹ ಅಭ್ಯರ್ಥಿಗಳಿಂದ ಅರ್ಜಿ ಆಹ್ವಾನಿಸಲಾಗಿದೆ. ಹೆಚ್ಚಿನ ವಿವರಗಳಿಗೆ ಕಚೇರಿಯನ್ನು ಸಂಪರ್ಕಿಸಿ. ಕೃಷಿ ಉತ್ಪನ್ನ ಮಾರುಕಟ್ಟೆ ಸಮಿತಿ ವ್ಯಾಪ್ತಿಯಲ್ಲಿ ವಾಣಿಜ್ಯ ಮಳಿಗೆಗಳ ಹಂಚಿಕೆ ಕುರಿತು ಪ್ರಕಟಣೆ. ಅರ್ಹ ಅಭ್ಯರ್ಥಿಗಳಿಂದ ಅರ್ಜಿ ಆಹ್ವಾನಿಸಲಾಗಿದೆ. ಹೆಚ್ಚಿನ ವಿವರಗಳಿಗೆ ಕಚೇರಿಯನ್ನು ಸಂಪರ್ಕಿಸಿ. ಕೃಷಿ ಉತ್ಪನ್ನ ಮಾರುಕಟ್ಟೆ ಸಮಿತಿ ವ್ಯಾಪ್ತಿಯಲ್ಲಿ ವಾಣಿಜ್ಯ ಮಳಿಗೆಗಳ ಹಂಚಿಕೆ ಕುರಿತು ಪ್ರಕಟಣೆ. ಅರ್ಹ ಅಭ್ಯರ್ಥಿಗಳಿಂದ ಅರ್ಜಿ ಆಹ್ವಾನಿಸಲಾಗಿದೆ. ಹೆಚ್ಚಿನ ವಿವರಗಳಿಗೆ ಕಚೇರಿಯನ್ನು ಸಂಪರ್ಕಿಸಿ. ಕೃಷಿ ಉತ್ಪನ್ನ ಮಾರುಕಟ್ಟೆ ಸಮಿತಿ ವ್ಯಾಪ್ತಿಯಲ್ಲಿ ವಾಣಿಜ್ಯ ಮಳಿಗೆಗಳ ಹಂಚಿಕೆ ಕುರಿತು ಪ್ರಕಟಣೆ. ಅರ್ಹ ಅಭ್ಯರ್ಥಿಗಳಿಂದ ಅರ್ಜಿ ಆಹ್ವಾನಿಸಲಾಗಿದೆ. ಹೆಚ್ಚಿನ ವಿವರಗಳಿಗೆ ಕಚೇರಿಯನ್ನು ಸಂಪರ್ಕಿಸಿ.: [473, 26, 582, 154]
- estimate-cost: Estimate Cost Rs.64.00 Lakhs: [660, 763, 777, 774]
- court-body: NOTICE TO DEFENDANT (ORDER 5 RULE 20(1-A)) BETWEEN: V. RAMYA, Aged about 30 years, D/o R.Venkatesh. AND: DINESH KUMAR G, Aged about 30 years. WHEREAS, the above named Plaintiff has instituted the above suit before the court. You are hereby warned to appear in this court in person or by a pleader duly instructed on 19-11-2025 at 11:00 A.M.: [129, 181, 237, 263]
- newspaper-name: ಪ್ರಜಾವಾಣಿ: [881, 3, 916, 15]
- estimate-cost: Estimate Cost Rs.69.00 Lakhs: [660, 1259, 777, 1270]
- indent-number: DMA/2025-26/ SE5316/ CALL-2: [880, 1272, 937, 1304]
- contact-phone: Phone No:08532-226768 Fax No:08532-226316: [674, 550, 857, 560]
- estimate-cost: Estimate Cost Rs. 27.00 Lakhs: [660, 731, 779, 742]
- work-description: [658, 1157, 847, 1198]
- anekal-court-notice: [473, 157, 582, 289]
- tender-table: [593, 622, 938, 1304]
- kannada-notice: ಕರ್ನಾಟಕ ರಾಜ್ಯ ಲೋಕಸೇವಾ ಆಯೋಗದ ಅಧಿಸೂಚನೆ ಮತ್ತು ಸಾರ್ವಜನಿಕ ಪ್ರಕಟಣೆ. ಕೆಳಕಂಡ ಹುದ್ದೆಗಳಿಗೆ ಅರ್ಜಿ ಆಹ್ವಾನಿಸಲಾಗಿದೆ. ಕರ್ನಾಟಕ ರಾಜ್ಯ ಲೋಕಸೇವಾ ಆಯೋಗದ ಅಧಿಸೂಚನೆ ಮತ್ತು ಸಾರ್ವಜನಿಕ ಪ್ರಕಟಣೆ. ಕೆಳಕಂಡ ಹುದ್ದೆಗಳಿಗೆ ಅರ್ಜಿ ಆಹ್ವಾನಿಸಲಾಗಿದೆ. ಕರ್ನಾಟಕ ರಾಜ್ಯ ಲೋಕಸೇವಾ ಆಯೋಗದ ಅಧಿಸೂಚನೆ ಮತ್ತು ಸಾರ್ವಜನಿಕ ಪ್ರಕಟಣೆ. ಕೆಳಕಂಡ ಹುದ್ದೆಗಳಿಗೆ ಅರ್ಜಿ ಆಹ್ವಾನಿಸಲಾಗಿದೆ.: [3, 26, 118, 99]
- work-description: [658, 900, 847, 932]
- fund-source: [612, 807, 659, 899]
- government-label: ಕರ್ನಾಟಕ ಸರ್ಕಾರ: [742, 515, 789, 524]
- change-of-name-banner: CHANGE OF NAME: [708, 27, 815, 59]
- apmc-title: ಕೃಷಿ ಉತ್ಪನ್ನ ಮಾರುಕಟ್ಟೆ ಸಮಿತಿ: [379, 29, 445, 36]
- estimate-cost: Estimate Cost Rs.200.00 Lakhs: [660, 919, 782, 930]
- fund-source: Corporation Fund: [612, 1199, 659, 1272]
- registration-dots-4: [810, 1468, 844, 1475]
- public-notice-kannada: ಸಾರ್ವಜನಿಕ ಪ್ರಕಟಣೆ ಸ್ಥಿರಾಸ್ತಿಯ ಕ್ರಯಪತ್ರ ಸಂಬಂಧ ಸಾರ್ವಜನಿಕ ಪ್ರಕಟಣೆ. ಈ ಆಸ್ತಿಯ ಮೇಲೆ ಯಾರಿಗಾದರೂ ಹಕ್ಕು ಅಥವಾ ಆಕ್ಷೇಪಣೆ ಇದ್ದಲ್ಲಿ ಈ ಪ್ರಕಟಣೆಯ 7 ದಿನಗಳೊಳಗಾಗಿ ಲಿಖಿತವಾಗಿ ತಿಳಿಸಬೇಕು. ಸ್ಥಿರಾಸ್ತಿಯ ಕ್ರಯಪತ್ರ ಸಂಬಂಧ ಸಾರ್ವಜನಿಕ ಪ್ರಕಟಣೆ. ಈ ಆಸ್ತಿಯ ಮೇಲೆ ಯಾರಿಗಾದರೂ ಹಕ್ಕು ಅಥವಾ ಆಕ್ಷೇಪಣೆ ಇದ್ದಲ್ಲಿ ಈ ಪ್ರಕಟಣೆಯ 7 ದಿನಗಳೊಳಗಾಗಿ ಲಿಖಿತವಾಗಿ ತಿಳಿಸಬೇಕು. ಸ್ಥಿರಾಸ್ತಿಯ ಕ್ರಯಪತ್ರ ಸಂಬಂಧ ಸಾರ್ವಜನಿಕ ಪ್ರಕಟಣೆ. ಈ ಆಸ್ತಿಯ ಮೇಲೆ ಯಾರಿಗಾದರೂ ಹಕ್ಕು ಅಥವಾ ಆಕ್ಷೇಪಣೆ ಇದ್ದಲ್ಲಿ ಈ ಪ್ರಕಟಣೆಯ 7 ದಿನಗಳೊಳಗಾಗಿ ಲಿಖಿತವಾಗಿ ತಿಳಿಸಬೇಕು. ಸ್ಥಿರಾಸ್ತಿಯ ಕ್ರಯಪತ್ರ ಸಂಬಂಧ ಸಾರ್ವಜನಿಕ ಪ್ರಕಟಣೆ. ಈ ಆಸ್ತಿಯ ಮೇಲೆ ಯಾರಿಗಾದರೂ ಹಕ್ಕು ಅಥವಾ ಆಕ್ಷೇಪಣೆ ಇದ್ದಲ್ಲಿ ಈ ಪ್ರಕಟಣೆಯ 7 ದಿನಗಳೊಳಗಾಗಿ ಲಿಖಿತವಾಗಿ ತಿಳಿಸಬೇಕು.: [358, 229, 466, 370]
- change-of-name-2: CHANGE OF NAME I, CHINTHAMALLA VENKATARAMAIAH S/o Chinthamalla Ramaiah, age 59 years, Permanent R/o D.No.02-29, Pulichal Nagar, Sullurpeta, Nellore, Andhra Pradesh-524121, presently R/at Door No. 10-602, ISRO Dos Housing Colony, Bengaluru. I have changed my name from CH. VENKATARAMAIAH to CHINTHAMALLA VENKATARAMAIAH.: [589, 26, 700, 153]
- contact-title: ಜಾಹೀರಾತು ಸಂಪರ್ಕ :: [36, 104, 85, 112]
- row-number: 2: [594, 680, 612, 712]
- estimate-cost: Estimate Cost Rs.93.00 Lakhs: [660, 795, 777, 806]
- work-description: [658, 1199, 847, 1231]
- tender-footer: ಸಹಿ/- ಕಾರ್ಯಪಾಲಕ ಅಭಿಯಂತರರು, ಮಹಾನಗರ ಪಾಲಿಕೆ, ರಾಯಚೂರು.: [593, 1304, 938, 1319]
- schedule-a: SCHEDULE 'A' Property situated at Srirangapatna Taluk, Belagola Hobli, Palahalli Village, Sy.No. 35 total extent 0.38 guntas, paiki 0.12 guntas, bounded.: [7, 422, 114, 475]
- work-name: Providing Of Gps System For Swm Vehicles For Raichur City Corporation Office In Raichur City.: [660, 1272, 844, 1292]
- work-name: Fixing of cable and Starter to 215 HP Motor at Rampur Canal in Raichur City.: [660, 1199, 836, 1219]
- government-label: (ಕರ್ನಾಟಕ ಸರ್ಕಾರ): [393, 1126, 438, 1133]
- work-description: [658, 1024, 847, 1065]
- indent-number: DMA/2025-26/ SE6202: [880, 1199, 937, 1231]
- schedule-c: SCHEDULE-C Property situated at Srirangapatna Taluk, Belagola Hobli, Palahalli Village, Sy.No. 35 total extent 0.38 guntas.: [7, 508, 114, 544]
- indent-number: DMA/2025-26/ RD/ WORK_ INDENT49398: [880, 1116, 937, 1157]
- estimate-cost: Estimate Cost Rs.4.00 Lakhs: [660, 960, 772, 971]
- row-number: 15: [594, 1199, 612, 1231]
- category: -: [847, 744, 880, 776]
- row-number: 8: [594, 900, 612, 932]
- court-signature: By Order of the Court Chief Ministrial Officer III Addl. District and Sessions Court, Mandya (Sitting at Srirangapatna): [9, 544, 112, 574]
- dip-number: DIP/RCR/419/KSMCA/420/2025-26: [600, 1458, 695, 1464]
- change-of-name-banner: CHANGE OF NAME: [590, 27, 699, 59]
- kannada-filler-2: ಕರ್ನಾಟಕ ರಾಜ್ಯ ಲೋಕಸೇವಾ ಆಯೋಗದ ಅಧಿಸೂಚನೆ ಮತ್ತು ಸಾರ್ವಜನಿಕ ಪ್ರಕಟಣೆ. ಕೆಳಕಂಡ ಹುದ್ದೆಗಳಿಗೆ ಅರ್ಜಿ ಆಹ್ವಾನಿಸಲಾಗಿದೆ. ಕರ್ನಾಟಕ ರಾಜ್ಯ ಲೋಕಸೇವಾ ಆಯೋಗದ ಅಧಿಸೂಚನೆ ಮತ್ತು ಸಾರ್ವಜನಿಕ ಪ್ರಕಟಣೆ. ಕೆಳಕಂಡ ಹುದ್ದೆಗಳಿಗೆ ಅರ್ಜಿ ಆಹ್ವಾನಿಸಲಾಗಿದೆ. ಕರ್ನಾಟಕ ರಾಜ್ಯ ಲೋಕಸೇವಾ ಆಯೋಗದ ಅಧಿಸೂಚನೆ ಮತ್ತು ಸಾರ್ವಜನಿಕ ಪ್ರಕಟಣೆ. ಕೆಳಕಂಡ ಹುದ್ದೆಗಳಿಗೆ ಅರ್ಜಿ ಆಹ್ವಾನಿಸಲಾಗಿದೆ.: [3, 345, 118, 418]
- change-of-name-text: I, CH. VENKATARAMAIAH (Old Name), Son of CHINTHAMALLA RAMAIAH, aged 59 years, Permanent Resident of Door No.2-29, PULICHAL NAGAR, SULURPETA, NELLORE, ANDHRA PRADESH 524121, presently residing at ISRO Housing Colony, Bangalore, have changed my name from CH. VENKATARAMAIAH to CHINTHAMALLA VENKATARAMAIAH (New Name) for all purposes.: [129, 61, 237, 150]
- row-number: 4: [594, 744, 612, 776]
- estimate-cost: Estimate Cost Rs. 14.91 Lakhs: [660, 1011, 779, 1022]
- change-of-name-3: CHANGE OF NAME I hitherto known as T S RAMASWAMY S/O SANJEEVAREDDY residing at No U-42, 5th main road 4th block swathantra palya VTC: Bangalore, DIST: bangalore, KARNATAKA 560021. have changed my name and shall hereafter be known as RAMASWAMY T S. vide affidavit dated 22/09/2025 before notary R VISHWANATH.: [707, 26, 816, 181]
- public-notice: [248, 26, 351, 228]
- pavagada-court-notice-2: IN THE COURT OF THE PRL.CIVIL JUDGE AND J.M.F.C. AT PAVAGADA C.Mis. No. 689/2025 PETITIONER: Ugrappa S/o late Narasimhappa, aged about 80 years. RESPONDENTS: 1. The Dy.Tahsildar, Nada Kacheri. PAPER PUBLICATION. WHEREAS, the petitioner has filed the above petition seeking issue of Death Certificate. By order Sheristedar, PCJ & JMFC Court, Pavagada. Ramesha, Advocate, Pavagada PETITIONER: Ugrappa S/o late Narasimhappa, aged about 80 years. RESPONDENTS: 1. The Dy.Tahsildar, Nada Kacheri, Mangalawada. 2. Narasamma D/o late Narasimhappa. PAPER PUBLICATION. WHEREAS, the petitioners has filed the above petition seeking issue of Death Certificate. Given under my hand and seal of this court on this day of 08.09.2025. By order Sheristedar, PCJ & JMFC Court, Pavagada. Ramesha, Advocate, Pavagada: [707, 184, 816, 398]
- work-name: Laying of 90 mm Diameter HDPE Pipe Line from Station Circle to Convent School, behind Mahila College in Ward No. 04 Raichur City.: [660, 931, 835, 961]
- indent-number: DMA/2025-26/ IND5394: [880, 744, 937, 776]
